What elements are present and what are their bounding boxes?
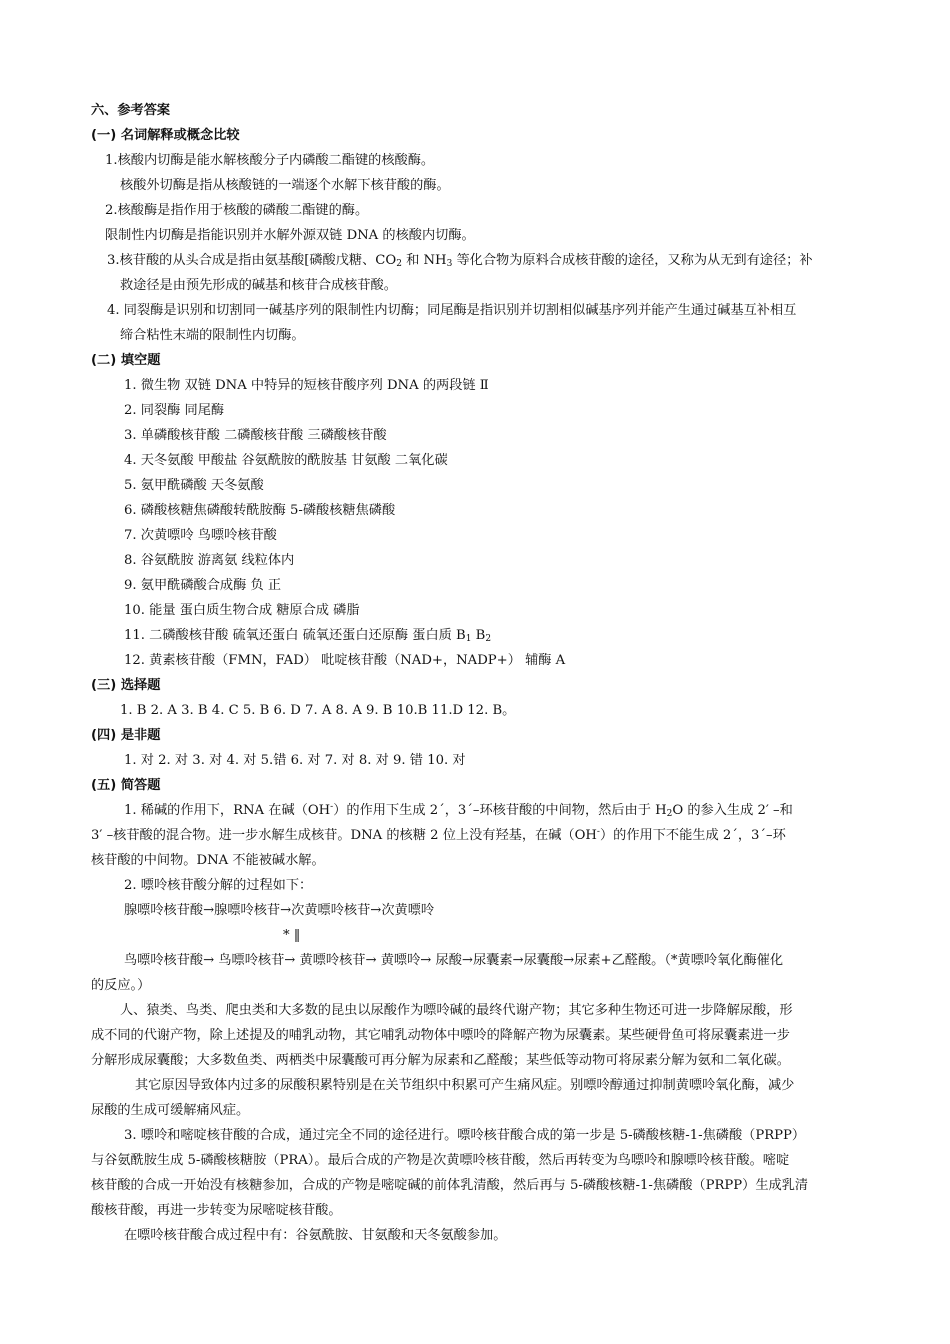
s5-q3-line-3: 核苷酸的合成一开始没有核糖参加，合成的产物是嘧啶碱的前体乳清酸，然后再与 5-磷酸核糖-1-焦磷酸（PRPP）生成乳清 bbox=[91, 1178, 809, 1193]
s5-q2-para-3: 分解形成尿囊酸；大多数鱼类、两栖类中尿囊酸可再分解为尿素和乙醛酸；某些低等动物可将尿素分解为氨和二氧化碳。 bbox=[91, 1053, 790, 1068]
s5-q2-para-2: 成不同的代谢产物，除上述提及的哺乳动物，其它哺乳动物体中嘌呤的降解产物为尿囊素。某些硬骨鱼可将尿囊素进一步 bbox=[91, 1028, 790, 1043]
s5-q3-line-2: 与谷氨酰胺生成 5-磷酸核糖胺（PRA）。最后合成的产物是次黄嘌呤核苷酸，然后再转变为鸟嘌呤和腺嘌呤核苷酸。嘧啶 bbox=[91, 1153, 790, 1168]
s5-q2-arrow-marker: * ‖ bbox=[283, 928, 301, 943]
s2-line-9: 9. 氨甲酰磷酸合成酶 负 正 bbox=[124, 578, 282, 593]
s5-q2-para-1: 人、猿类、鸟类、爬虫类和大多数的昆虫以尿酸作为嘌呤碱的最终代谢产物；其它多种生物还可进一步降解尿酸，形 bbox=[120, 1003, 793, 1018]
s5-p1-line-2: 3′ –核苷酸的混合物。进一步水解生成核苷。DNA 的核糖 2 位上没有羟基，在碱（OH-）的作用下不能生成 2ˊ，3ˊ–环 bbox=[91, 827, 786, 843]
section-4-heading: (四) 是非题 bbox=[91, 728, 161, 743]
s5-q2-pathway-1: 腺嘌呤核苷酸→腺嘌呤核苷→次黄嘌呤核苷→次黄嘌呤 bbox=[124, 903, 435, 918]
s5-q2-para-4: 其它原因导致体内过多的尿酸积累特别是在关节组织中积累可产生痛风症。别嘌呤醇通过抑制黄嘌呤氧化酶，减少 bbox=[135, 1078, 795, 1093]
s5-q2-pathway-2: 鸟嘌呤核苷酸→ 鸟嘌呤核苷→ 黄嘌呤核苷→ 黄嘌呤→ 尿酸→尿囊素→尿囊酸→尿素+乙醛酸。（*黄嘌呤氧化酶催化 bbox=[124, 953, 784, 968]
section-3-heading: (三) 选择题 bbox=[91, 678, 161, 693]
s1-line-7: 4. 同裂酶是识别和切割同一碱基序列的限制性内切酶；同尾酶是指识别并切割相似碱基序列并能产生通过碱基互补相互 bbox=[107, 303, 797, 318]
s5-q2-para-5: 尿酸的生成可缓解痛风症。 bbox=[91, 1103, 250, 1118]
s2-line-4: 4. 天冬氨酸 甲酸盐 谷氨酰胺的酰胺基 甘氨酸 二氧化碳 bbox=[124, 453, 448, 468]
s2-line-5: 5. 氨甲酰磷酸 天冬氨酸 bbox=[124, 478, 264, 493]
s2-line-7: 7. 次黄嘌呤 鸟嘌呤核苷酸 bbox=[124, 528, 277, 543]
section-title: 六、参考答案 bbox=[91, 103, 171, 118]
s4-answers: 1. 对 2. 对 3. 对 4. 对 5.错 6. 对 7. 对 8. 对 9. 错 10. 对 bbox=[124, 753, 466, 768]
s2-line-10: 10. 能量 蛋白质生物合成 糖原合成 磷脂 bbox=[124, 603, 360, 618]
s2-line-12: 12. 黄素核苷酸（FMN，FAD） 吡啶核苷酸（NAD+，NADP+） 辅酶 A bbox=[124, 653, 566, 668]
s5-q3-line-1: 3. 嘌呤和嘧啶核苷酸的合成，通过完全不同的途径进行。嘌呤核苷酸合成的第一步是 5-磷酸核糖-1-焦磷酸（PRPP） bbox=[124, 1128, 806, 1143]
s5-p1-line-3: 核苷酸的中间物。DNA 不能被碱水解。 bbox=[91, 853, 325, 868]
s1-line-1: 1.核酸内切酶是能水解核酸分子内磷酸二酯键的核酸酶。 bbox=[105, 153, 435, 168]
s3-answers: 1. B 2. A 3. B 4. C 5. B 6. D 7. A 8. A 9. B 10.B 11.D 12. B。 bbox=[120, 703, 516, 718]
section-5-heading: (五) 简答题 bbox=[91, 778, 161, 793]
s5-p1-line-1: 1. 稀碱的作用下，RNA 在碱（OH-）的作用下生成 2ˊ，3ˊ–环核苷酸的中间物，然后由于 $H_2O$ 的参入生成 2′ –和 bbox=[124, 802, 793, 819]
s1-line-5: 3.核苷酸的从头合成是指由氨基酸[磷酸戊糖、$CO_2$ 和 $NH_3$ 等化合物为原料合成核苷酸的途径，又称为从无到有途径；补 bbox=[107, 253, 813, 269]
s1-line-3: 2.核酸酶是指作用于核酸的磷酸二酯键的酶。 bbox=[105, 203, 369, 218]
s5-q3-line-4: 酸核苷酸，再进一步转变为尿嘧啶核苷酸。 bbox=[91, 1203, 342, 1218]
s2-line-6: 6. 磷酸核糖焦磷酸转酰胺酶 5-磷酸核糖焦磷酸 bbox=[124, 503, 396, 518]
s5-q2-heading: 2. 嘌呤核苷酸分解的过程如下： bbox=[124, 878, 313, 893]
section-1-heading: (一) 名词解释或概念比较 bbox=[91, 128, 240, 143]
s2-line-8: 8. 谷氨酰胺 游离氨 线粒体内 bbox=[124, 553, 295, 568]
s2-line-2: 2. 同裂酶 同尾酶 bbox=[124, 403, 225, 418]
s2-line-3: 3. 单磷酸核苷酸 二磷酸核苷酸 三磷酸核苷酸 bbox=[124, 428, 387, 443]
s5-q3-line-5: 在嘌呤核苷酸合成过程中有：谷氨酰胺、甘氨酸和天冬氨酸参加。 bbox=[124, 1228, 507, 1243]
s5-q2-note: 的反应。） bbox=[91, 978, 151, 993]
s2-line-1: 1. 微生物 双链 DNA 中特异的短核苷酸序列 DNA 的两段链 Ⅱ bbox=[124, 378, 489, 393]
s1-line-2: 核酸外切酶是指从核酸链的一端逐个水解下核苷酸的酶。 bbox=[120, 178, 450, 193]
s2-line-11: 11. 二磷酸核苷酸 硫氧还蛋白 硫氧还蛋白还原酶 蛋白质 $B_1$ $B_2$ bbox=[124, 628, 492, 644]
section-2-heading: (二) 填空题 bbox=[91, 353, 161, 368]
s1-line-6: 救途径是由预先形成的碱基和核苷合成核苷酸。 bbox=[120, 278, 397, 293]
s1-line-4: 限制性内切酶是指能识别并水解外源双链 DNA 的核酸内切酶。 bbox=[105, 228, 475, 243]
s1-line-8: 缔合粘性末端的限制性内切酶。 bbox=[120, 328, 305, 343]
